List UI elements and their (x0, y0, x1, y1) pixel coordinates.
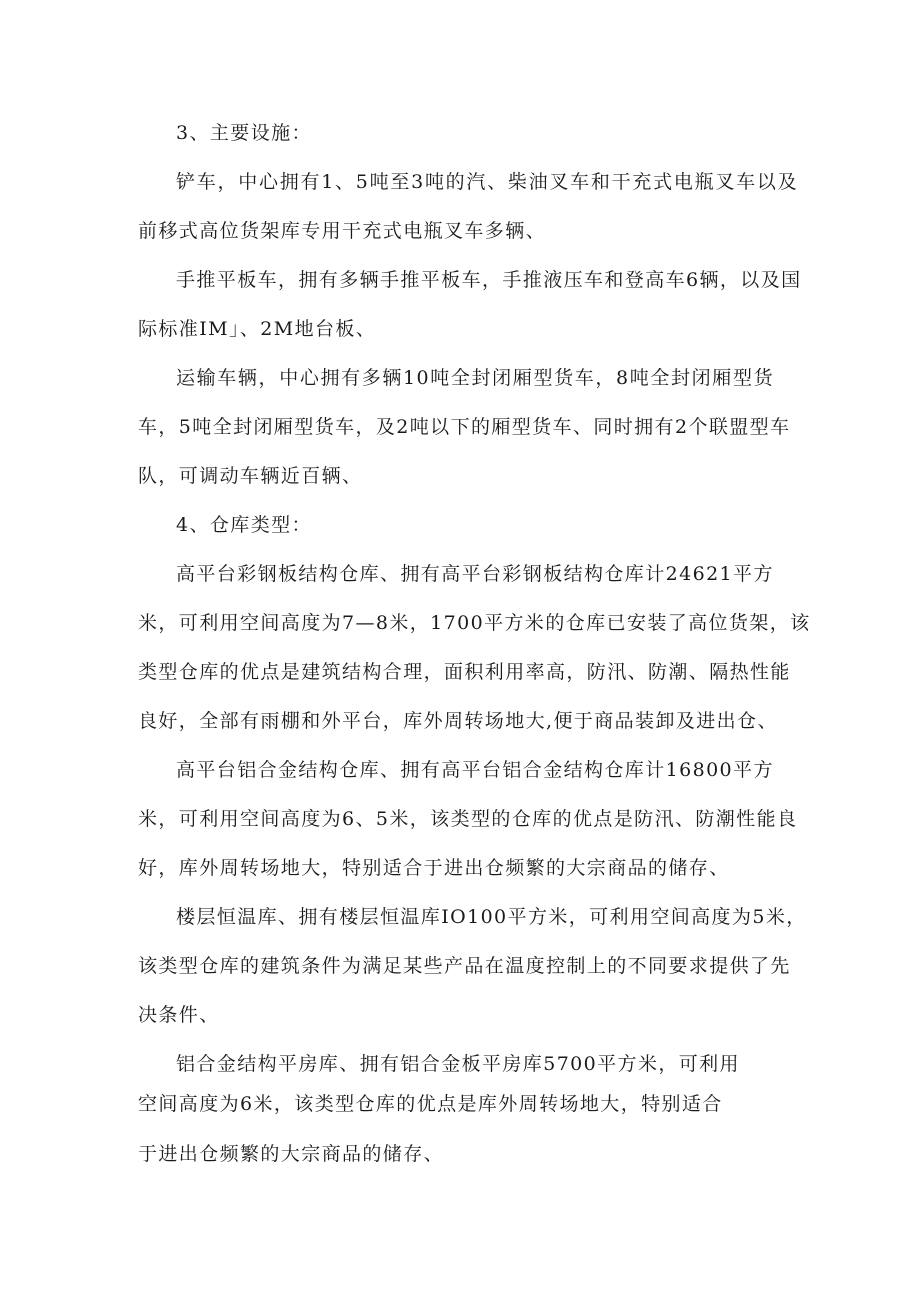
paragraph-line: 于进出仓频繁的大宗商品的储存、 (138, 1143, 445, 1165)
paragraph-line: 车，5吨全封闭厢型货车，及2吨以下的厢型货车、同时拥有2个联盟型车 (138, 416, 791, 438)
paragraph-line: 手推平板车，拥有多辆手推平板车，手推液压车和登高车6辆，以及国 (176, 269, 802, 291)
paragraph-line: 铲车，中心拥有1、5吨至3吨的汽、柴油叉车和干充式电瓶叉车以及 (176, 171, 798, 193)
paragraph-line: 高平台铝合金结构仓库、拥有高平台铝合金结构仓库计16800平方 (176, 759, 774, 781)
paragraph-line: 好，库外周转场地大，特别适合于进出仓频繁的大宗商品的储存、 (138, 857, 730, 879)
paragraph-line: 队，可调动车辆近百辆、 (138, 465, 363, 487)
paragraph-line: 该类型仓库的建筑条件为满足某些产品在温度控制上的不同要求提供了先 (138, 955, 791, 977)
paragraph-line: 运输车辆，中心拥有多辆10吨全封闭厢型货车，8吨全封闭厢型货 (176, 367, 774, 389)
paragraph-line: 良好，全部有雨棚和外平台，库外周转场地大,便于商品装卸及进出仓、 (138, 710, 778, 732)
paragraph-line: 米，可利用空间高度为7—8米，1700平方米的仓库已安装了高位货架，该 (138, 612, 811, 634)
paragraph-line: 际标准IM」、2M地台板、 (138, 318, 377, 340)
paragraph-line: 铝合金结构平房库、拥有铝合金板平房库5700平方米，可利用 (176, 1053, 740, 1075)
paragraph-line: 米，可利用空间高度为6、5米，该类型的仓库的优点是防汛、防潮性能良 (138, 808, 798, 830)
paragraph-line: 类型仓库的优点是建筑结构合理，面积利用率高，防汛、防潮、隔热性能 (138, 661, 791, 683)
heading-warehouse-types: 4、仓库类型： (176, 514, 312, 536)
paragraph-line: 高平台彩钢板结构仓库、拥有高平台彩钢板结构仓库计24621平方 (176, 563, 774, 585)
paragraph-line: 空间高度为6米，该类型仓库的优点是库外周转场地大，特别适合 (138, 1093, 723, 1115)
paragraph-line: 前移式高位货架库专用干充式电瓶叉车多辆、 (138, 220, 547, 242)
paragraph-line: 楼层恒温库、拥有楼层恒温库IO100平方米，可利用空间高度为5米， (176, 906, 807, 928)
paragraph-line: 决条件、 (138, 1004, 220, 1026)
heading-main-facilities: 3、主要设施： (176, 122, 312, 144)
